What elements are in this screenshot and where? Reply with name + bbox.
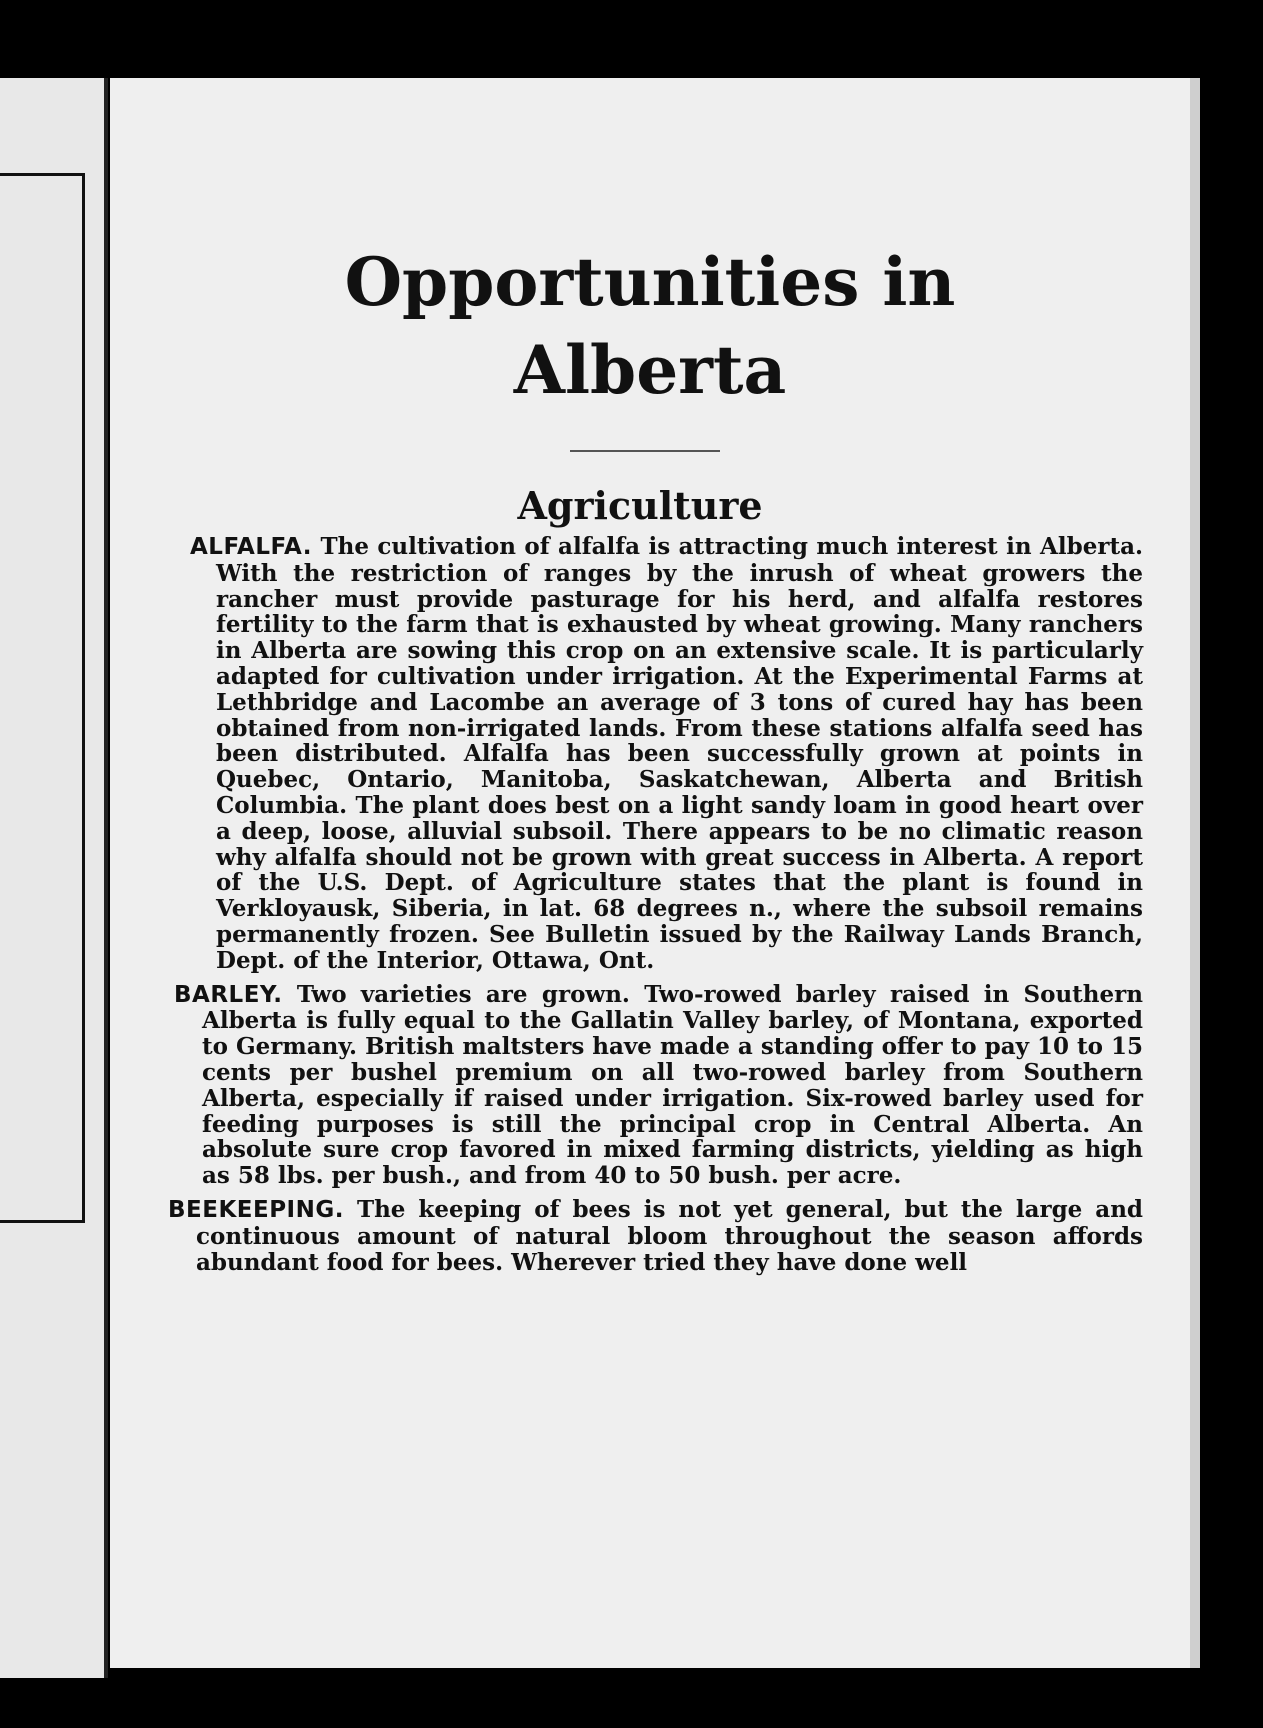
entry-body-alfalfa: The cultivation of alfalfa is attracting much interest in Alberta. With the restriction of ranges by the inrush of wheat growers the rancher must provide pasturage for his herd, and alfalfa restores fertility to the farm that is exhausted by wheat growing. Many ranchers in Alberta are sowing this crop on an extensive scale. It is particularly adapted for cultivation under irrigation. At the Experimental Farms at Lethbridge and Lacombe an average of 3 tons of cured hay has been obtained from non-irrigated lands. From these stations alfalfa seed has been distributed. Alfalfa has been successfully grown at points in Quebec, Ontario, Manitoba, Saskatchewan, Alberta and British Columbia. The plant does best on a light sandy loam in good heart over a deep, loose, alluvial subsoil. There appears to be no climatic reason why alfalfa should not be grown with great success in Alberta. A report of the U.S. Dept. of Agriculture states that the plant is found in Verkloyausk, Siberia, in lat. 68 degrees n., where the subsoil remains permanently frozen. See Bulletin issued by the Railway Lands Branch, Dept. of the Interior, Ottawa, Ont. (216, 533, 1143, 974)
page-title-line-1: Opportunities in (344, 243, 956, 321)
page-title-line-2: Alberta (513, 331, 787, 409)
entry-body-beekeeping: The keeping of bees is not yet general, but the large and continuous amount of natural bloom throughout the season affords abundant food for bees. Wherever tried they have done well (196, 1195, 1143, 1276)
entry-alfalfa (168, 534, 1143, 974)
title-divider (570, 450, 720, 452)
book-spine (104, 78, 108, 1678)
entry-lead-beekeeping: BEEKEEPING. (168, 1196, 344, 1223)
left-page-border (0, 173, 85, 1223)
section-heading: Agriculture (517, 483, 763, 528)
entry-body-barley: Two varieties are grown. Two-rowed barley raised in Southern Alberta is fully equal to the Gallatin Valley barley, of Montana, exported to Germany. British maltsters have made a standing offer to pay 10 to 15 cents per bushel premium on all two-rowed barley from Southern Alberta, especially if raised under irrigation. Six-rowed barley used for feeding purposes is still the principal crop in Central Alberta. An absolute sure crop favored in mixed farming districts, yielding as high as 58 lbs. per bush., and from 40 to 50 bush. per acre. (202, 980, 1143, 1190)
entry-lead-barley: BARLEY. (174, 981, 283, 1008)
article-body (168, 534, 1143, 1283)
entry-lead-alfalfa: ALFALFA. (190, 534, 313, 560)
page-title (110, 238, 1190, 414)
entry-barley (168, 982, 1143, 1189)
entry-beekeeping (168, 1197, 1143, 1275)
left-facing-page (0, 78, 106, 1678)
document-page (110, 78, 1200, 1668)
